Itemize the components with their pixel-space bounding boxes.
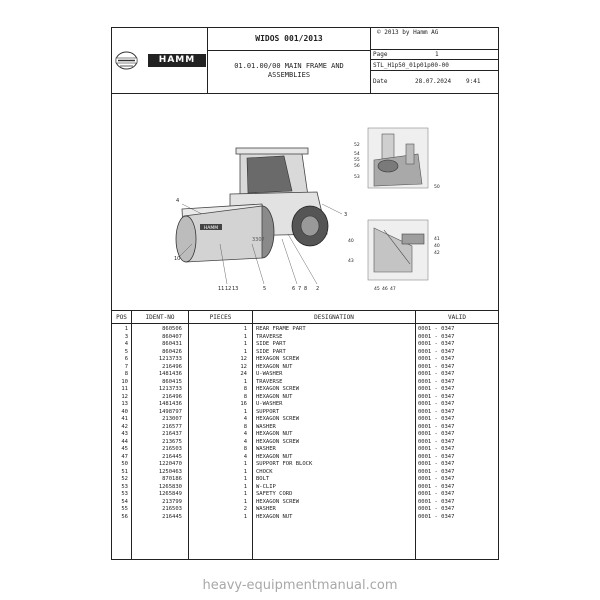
table-row [112,439,498,447]
pos-cell: 3 [124,333,128,340]
pos-cell: 11 [121,386,128,392]
ident-no-cell: 1481436 [158,401,182,407]
wirtgen-group-logo [115,51,138,70]
designation-cell: CHOCK [256,468,273,475]
pieces-cell: 1 [243,461,247,467]
valid-cell: 0001 - 0347 [418,386,455,392]
callout-label: 7 [298,286,302,292]
callout-label: 40 [348,239,354,244]
column-header-designation: DESIGNATION [253,311,415,324]
valid-cell: 0001 - 0347 [418,498,455,505]
designation-cell: SUPPORT [256,408,280,415]
valid-cell: 0001 - 0347 [418,393,455,400]
table-row [112,394,498,402]
date-row [371,72,498,92]
pos-cell: 8 [124,371,128,377]
designation-cell: HEXAGON SCREW [256,498,300,505]
pos-cell: 54 [121,498,128,505]
ident-no-cell: 216503 [162,446,182,452]
designation-cell: HEXAGON NUT [256,513,293,520]
pos-cell: 6 [124,356,128,362]
valid-cell: 0001 - 0347 [418,476,455,482]
pos-cell: 4 [124,341,128,347]
ident-no-cell: 216445 [162,513,182,520]
pos-cell: 12 [121,393,128,400]
pos-cell: 55 [121,506,128,512]
pieces-cell: 1 [243,341,247,347]
stl-code: STL_H1p50_01p01p00-00 [373,62,449,69]
table-row [112,454,498,462]
valid-cell: 0001 - 0347 [418,326,455,332]
ident-no-cell: 216445 [162,453,182,460]
pos-cell: 53 [121,491,128,497]
pos-cell: 13 [121,401,128,407]
ident-no-cell: 216437 [162,431,182,437]
page-row [371,50,498,60]
pos-cell: 5 [124,348,128,355]
designation-cell: HEXAGON SCREW [256,416,300,422]
pos-cell: 50 [121,461,128,467]
table-row [112,416,498,424]
ident-no-cell: 213799 [162,498,182,505]
pos-cell: 44 [121,438,128,445]
watermark: heavy-equipmentmanual.com [202,578,398,593]
callout-label: 43 [348,259,354,264]
callout-label: 55 [354,158,360,163]
valid-cell: 0001 - 0347 [418,491,455,497]
table-row [112,446,498,454]
pieces-cell: 1 [243,326,247,332]
valid-cell: 0001 - 0347 [418,461,455,467]
ident-no-cell: 213675 [162,438,182,445]
callout-label: 4 [176,198,180,204]
pos-cell: 45 [121,446,128,452]
pieces-cell: 4 [243,431,247,437]
designation-cell: WASHER [256,446,276,452]
callout-label: 11 [218,286,225,292]
document-frame [111,27,499,560]
logo-cell [112,28,208,93]
valid-cell: 0001 - 0347 [418,431,455,437]
table-row [112,461,498,469]
page-label: Page [373,51,388,58]
designation-cell: SUPPORT FOR BLOCK [256,461,313,467]
designation-cell: U-WASHER [256,371,283,377]
pos-cell: 7 [124,363,128,370]
drum-brand-text: HAMM [203,226,219,231]
parts-rows [112,326,498,521]
pos-cell: 43 [121,431,128,437]
callout-label: 47 [390,287,396,292]
pieces-cell: 24 [240,371,247,377]
valid-cell: 0001 - 0347 [418,423,455,430]
designation-cell: HEXAGON NUT [256,431,293,437]
table-row [112,431,498,439]
pieces-cell: 1 [243,333,247,340]
callout-label: 10 [174,256,181,262]
valid-cell: 0001 - 0347 [418,371,455,377]
table-row [112,371,498,379]
callout-label: 12 [225,286,232,292]
ident-no-cell: 1265849 [158,491,182,497]
table-row [112,514,498,522]
title-cell [208,28,371,93]
table-row [112,326,498,334]
pos-cell: 52 [121,476,128,482]
callout-label: 6 [292,286,296,292]
callout-label: 53 [354,175,360,180]
table-row [112,341,498,349]
ident-no-cell: 216496 [162,363,182,370]
section-title: 01.01.00/00 MAIN FRAME AND ASSEMBLIES [234,62,344,79]
valid-cell: 0001 - 0347 [418,506,455,512]
copyright: © 2013 by Hamm AG [371,28,498,50]
designation-cell: HEXAGON NUT [256,393,293,400]
table-row [112,484,498,492]
valid-cell: 0001 - 0347 [418,333,455,340]
table-row [112,424,498,432]
table-row [112,491,498,499]
callout-label: 45 [374,287,380,292]
valid-cell: 0001 - 0347 [418,348,455,355]
ident-no-cell: 860407 [162,333,182,340]
page-number: 1 [435,51,439,58]
callout-label: 42 [434,251,440,256]
designation-cell: HEXAGON SCREW [256,356,300,362]
detail-view-top [368,128,428,188]
table-row [112,469,498,477]
ident-no-cell: 860426 [162,348,182,355]
ident-no-cell: 860431 [162,341,182,347]
ident-no-cell: 216496 [162,393,182,400]
pos-cell: 41 [121,416,128,422]
callout-label: 50 [434,185,440,190]
designation-cell: SIDE PART [256,348,286,355]
pieces-cell: 1 [243,498,247,505]
callout-label: 41 [434,237,440,242]
callout-label: 52 [354,143,360,148]
ident-no-cell: 870186 [162,476,182,482]
meta-cell [371,28,498,93]
valid-cell: 0001 - 0347 [418,408,455,415]
ident-no-cell: 1220470 [158,461,182,467]
title-block [112,28,498,94]
callout-label: 54 [354,152,360,157]
callout-label: 5 [263,286,267,292]
designation-cell: TRAVERSE [256,378,283,385]
pieces-cell: 12 [240,356,247,362]
table-row [112,476,498,484]
designation-cell: W-CLIP [256,483,276,490]
table-row [112,334,498,342]
roller-machine [176,148,342,284]
pieces-cell: 1 [243,348,247,355]
pieces-cell: 16 [240,401,247,407]
pieces-cell: 8 [243,386,247,392]
valid-cell: 0001 - 0347 [418,513,455,520]
designation-cell: HEXAGON SCREW [256,386,300,392]
valid-cell: 0001 - 0347 [418,401,455,407]
pieces-cell: 4 [243,453,247,460]
table-row [112,499,498,507]
column-header-pieces: PIECES [189,311,252,324]
pieces-cell: 1 [243,468,247,475]
valid-cell: 0001 - 0347 [418,438,455,445]
ident-no-cell: 216577 [162,423,182,430]
designation-cell: HEXAGON NUT [256,453,293,460]
pieces-cell: 1 [243,476,247,482]
designation-cell: REAR FRAME PART [256,326,306,332]
ident-no-cell: 1481436 [158,371,182,377]
ident-no-cell: 1250463 [158,468,182,475]
pieces-cell: 8 [243,446,247,452]
pos-cell: 53 [121,483,128,490]
pieces-cell: 1 [243,378,247,385]
table-row [112,401,498,409]
designation-cell: SIDE PART [256,341,286,347]
ident-no-cell: 1213733 [158,356,182,362]
pieces-cell: 8 [243,393,247,400]
table-row [112,379,498,387]
ident-no-cell: 1213733 [158,386,182,392]
table-row [112,409,498,417]
pieces-cell: 1 [243,491,247,497]
pos-cell: 51 [121,468,128,475]
parts-list [112,311,498,559]
valid-cell: 0001 - 0347 [418,468,455,475]
designation-cell: U-WASHER [256,401,283,407]
date-label: Date [373,78,388,85]
pos-cell: 42 [121,423,128,430]
ident-no-cell: 1265830 [158,483,182,490]
date-value: 28.07.2024 [415,78,452,85]
designation-cell: WASHER [256,506,276,512]
table-row [112,349,498,357]
callout-label: 2 [316,286,320,292]
table-row [112,356,498,364]
ident-no-cell: 213007 [162,416,182,422]
document-title: WIDOS 001/2013 [208,28,370,51]
pos-cell: 1 [124,326,128,332]
designation-cell: BOLT [256,476,270,482]
roller-illustration [112,94,498,310]
pieces-cell: 4 [243,416,247,422]
pos-cell: 56 [121,513,128,520]
machine-plate-text: 3307 [252,237,265,243]
valid-cell: 0001 - 0347 [418,378,455,385]
column-header-ident-no: IDENT-NO [132,311,188,324]
pieces-cell: 2 [243,506,247,512]
pos-cell: 10 [121,378,128,385]
valid-cell: 0001 - 0347 [418,446,455,452]
pos-cell: 47 [121,453,128,460]
pieces-cell: 4 [243,438,247,445]
table-row [112,506,498,514]
designation-cell: HEXAGON SCREW [256,438,300,445]
valid-cell: 0001 - 0347 [418,356,455,362]
column-header-pos: POS [112,311,131,324]
ident-no-cell: 1498797 [158,408,182,415]
callout-label: 8 [304,286,308,292]
column-header-valid: VALID [416,311,498,324]
table-row [112,364,498,372]
valid-cell: 0001 - 0347 [418,363,455,370]
callout-label: 46 [382,287,388,292]
pieces-cell: 8 [243,423,247,430]
pieces-cell: 1 [243,513,247,520]
valid-cell: 0001 - 0347 [418,453,455,460]
designation-cell: SAFETY CORD [256,491,293,497]
designation-cell: HEXAGON NUT [256,363,293,370]
callout-label: 3 [344,212,348,218]
pieces-cell: 12 [240,363,247,370]
exploded-view-figure [112,94,498,311]
valid-cell: 0001 - 0347 [418,416,455,422]
hamm-logo: HAMM [148,54,206,67]
ident-no-cell: 216503 [162,506,182,512]
valid-cell: 0001 - 0347 [418,341,455,347]
pieces-cell: 1 [243,408,247,415]
stl-row [371,61,498,71]
ident-no-cell: 860506 [162,326,182,332]
pieces-cell: 1 [243,483,247,490]
ident-no-cell: 860415 [162,378,182,385]
designation-cell: WASHER [256,423,276,430]
designation-cell: TRAVERSE [256,333,283,340]
callout-label: 56 [354,164,360,169]
detail-view-bottom [368,220,428,280]
callout-label: 13 [232,286,239,292]
callout-label: 40 [434,244,440,249]
pos-cell: 40 [121,408,128,415]
table-row [112,386,498,394]
valid-cell: 0001 - 0347 [418,483,455,490]
time-value: 9:41 [466,78,481,85]
